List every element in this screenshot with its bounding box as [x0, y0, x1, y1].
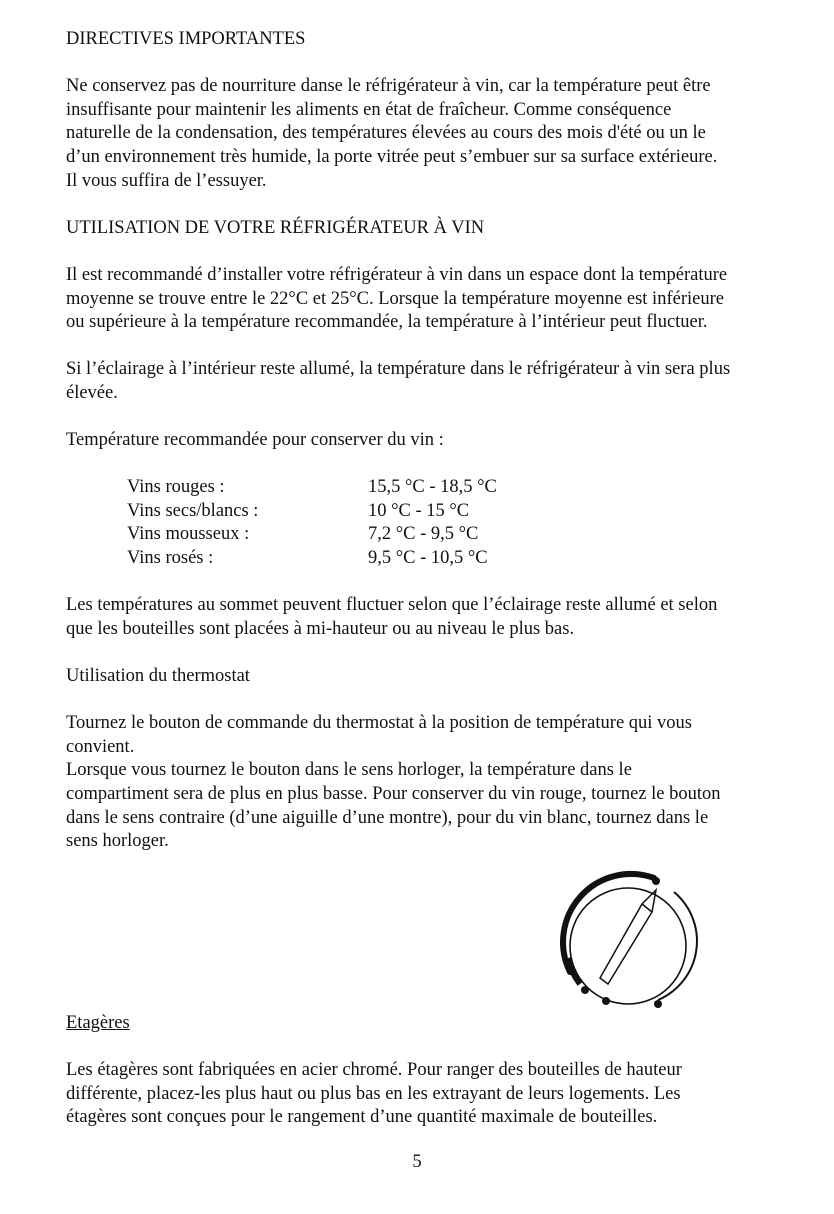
thermostat-dial-icon: [556, 868, 704, 1016]
text-line: Si l’éclairage à l’intérieur reste allumé, la température dans le réfrigérateur à vin sera plus: [66, 359, 731, 380]
thermostat-heading: Utilisation du thermostat: [66, 666, 250, 687]
thermostat-paragraph: [66, 712, 806, 854]
text-line: Lorsque vous tournez le bouton dans le sens horloger, la température dans le: [66, 760, 632, 781]
shelves-section: [66, 1012, 806, 1154]
wine-row-blancs: [127, 500, 806, 524]
usage-heading: UTILISATION DE VOTRE RÉFRIGÉRATEUR À VIN: [66, 217, 485, 238]
text-line: d’un environnement très humide, la porte vitrée peut s’embuer sur sa surface extérieure.: [66, 146, 718, 167]
page-number: 5: [412, 1152, 422, 1172]
wine-range: 10 °C - 15 °C: [368, 500, 470, 521]
shelves-heading: Etagères: [66, 1013, 130, 1033]
text-line: convient.: [66, 736, 135, 757]
wine-temperature-table: [127, 476, 806, 570]
text-line: Tournez le bouton de commande du thermostat à la position de température qui vous: [66, 713, 692, 734]
text-line: ou supérieure à la température recommandée, la température à l’intérieur peut fluctuer.: [66, 312, 708, 333]
text-line: Ne conservez pas de nourriture danse le réfrigérateur à vin, car la température peut être: [66, 76, 711, 97]
wine-range: 9,5 °C - 10,5 °C: [368, 548, 488, 569]
text-line: Les étagères sont fabriquées en acier chromé. Pour ranger des bouteilles de hauteur: [66, 1060, 682, 1081]
text-line: dans le sens contraire (d’une aiguille d’une montre), pour du vin blanc, tournez dans le: [66, 807, 709, 828]
wine-row-roses: [127, 547, 806, 571]
wine-name: Vins rouges :: [127, 477, 225, 498]
wine-range: 15,5 °C - 18,5 °C: [368, 477, 497, 498]
text-line: moyenne se trouve entre le 22°C et 25°C. Lorsque la température moyenne est inférieure: [66, 288, 724, 309]
wine-range: 7,2 °C - 9,5 °C: [368, 524, 479, 545]
text-line: Il vous suffira de l’essuyer.: [66, 170, 267, 191]
text-line: naturelle de la condensation, des températures élevées au cours des mois d'été ou un le: [66, 123, 706, 144]
text-line: insuffisante pour maintenir les aliments en état de fraîcheur. Comme conséquence: [66, 99, 672, 120]
wine-name: Vins mousseux :: [127, 524, 250, 545]
directives-paragraph: [66, 75, 806, 193]
text-line: sens horloger.: [66, 831, 169, 852]
text-line: différente, placez-les plus haut ou plus bas en les extrayant de leurs logements. Les: [66, 1083, 681, 1104]
wine-name: Vins rosés :: [127, 548, 214, 569]
usage-paragraph-1: [66, 264, 806, 335]
wine-name: Vins secs/blancs :: [127, 500, 259, 521]
shelves-paragraph: [66, 1059, 806, 1130]
wine-intro: Température recommandée pour conserver du vin :: [66, 430, 444, 451]
wine-row-rouges: [127, 476, 806, 500]
text-line: Il est recommandé d’installer votre réfrigérateur à vin dans un espace dont la température: [66, 264, 728, 285]
text-line: Les températures au sommet peuvent fluctuer selon que l’éclairage reste allumé et selon: [66, 595, 718, 616]
directives-heading: DIRECTIVES IMPORTANTES: [66, 29, 306, 49]
text-line: élevée.: [66, 382, 118, 403]
usage-paragraph-3: [66, 594, 806, 641]
usage-paragraph-2: [66, 358, 806, 405]
document-page: [66, 28, 806, 877]
wine-row-mousseux: [127, 523, 806, 547]
text-line: que les bouteilles sont placées à mi-hauteur ou au niveau le plus bas.: [66, 618, 575, 639]
text-line: compartiment sera de plus en plus basse. Pour conserver du vin rouge, tournez le bouton: [66, 784, 721, 804]
text-line: étagères sont conçues pour le rangement d’une quantité maximale de bouteilles.: [66, 1107, 658, 1128]
